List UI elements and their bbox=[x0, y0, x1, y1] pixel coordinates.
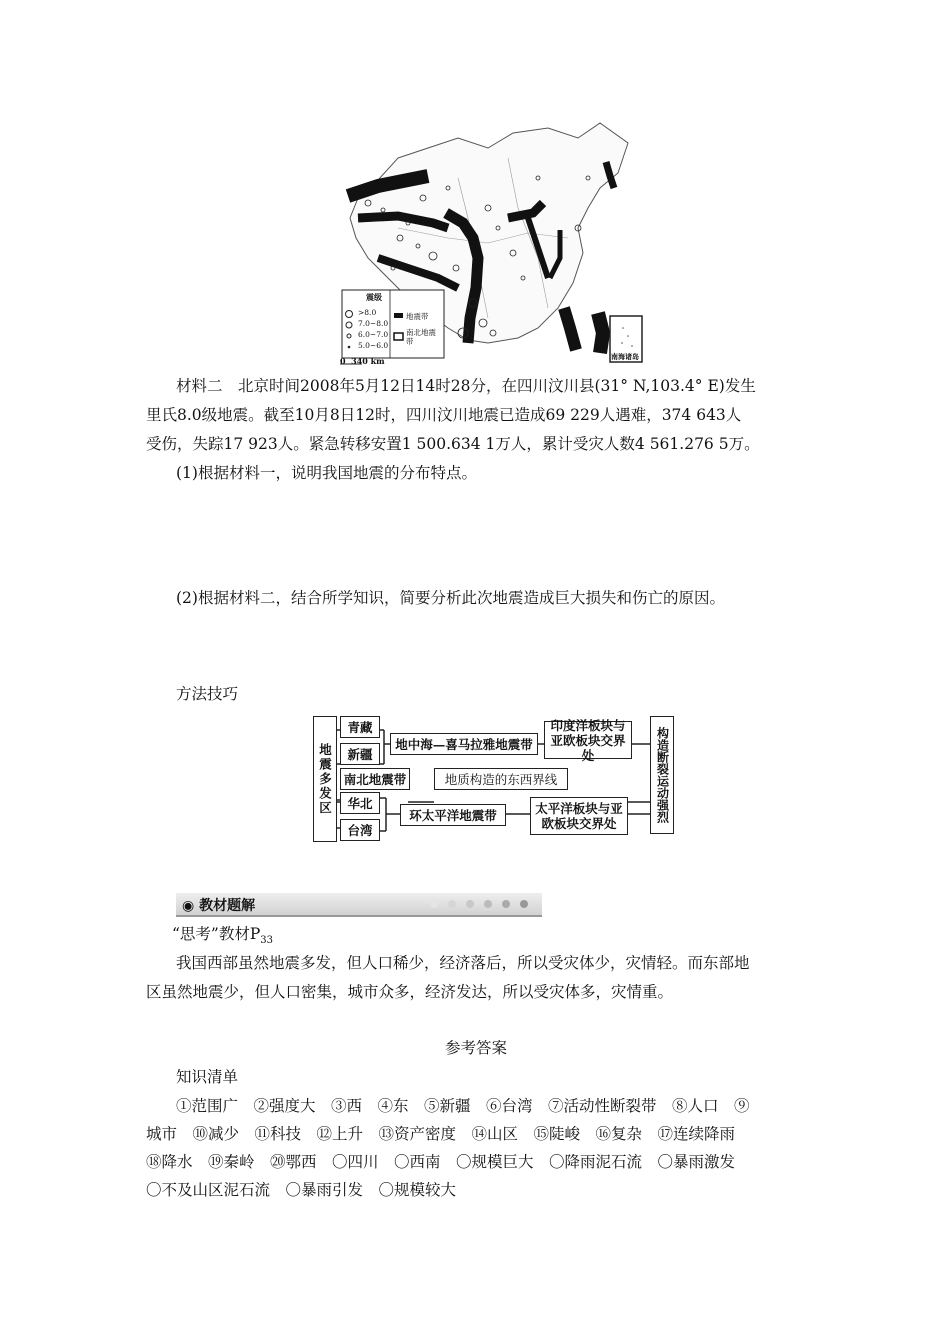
reference-answers-title: 参考答案 bbox=[444, 1039, 507, 1057]
earthquake-distribution-map bbox=[338, 118, 644, 368]
material2-line: 材料二 北京时间2008年5月12日14时28分，在四川汶川县(31° N,103.4° E)发生 bbox=[176, 377, 756, 395]
method-title: 方法技巧 bbox=[176, 685, 239, 703]
question-1: (1)根据材料一，说明我国地震的分布特点。 bbox=[176, 464, 477, 482]
decor-dot bbox=[448, 900, 456, 908]
flow-ns-belt: 南北地震带 bbox=[340, 768, 410, 790]
banner-title: ◉ 教材题解 bbox=[182, 898, 256, 914]
legend-ns-belt: 南北地震带 bbox=[406, 328, 436, 346]
material2-line: 里氏8.0级地震。截至10月8日12时，四川汶川地震已造成69 229人遇难，374 643人 bbox=[146, 406, 742, 424]
legend-magnitudes bbox=[358, 307, 388, 351]
knowledge-line: 〇不及山区泥石流 〇暴雨引发 〇规模较大 bbox=[146, 1181, 457, 1199]
flow-himalaya-belt: 地中海—喜马拉雅地震带 bbox=[390, 733, 538, 755]
textbook-answers-banner bbox=[176, 893, 542, 917]
decor-dot bbox=[520, 900, 528, 908]
flow-pacific-plate: 太平洋板块与亚欧板块交界处 bbox=[530, 797, 628, 835]
legend-item: 5.0~6.0 bbox=[358, 341, 389, 350]
decor-dot bbox=[502, 900, 510, 908]
decor-dot bbox=[466, 900, 474, 908]
flow-pacific-belt: 环太平洋地震带 bbox=[400, 804, 506, 826]
flow-earthquake-zones: 地震多发区 bbox=[313, 716, 337, 842]
knowledge-line: 城市 ⑩减少 ⑪科技 ⑫上升 ⑬资产密度 ⑭山区 ⑮陡峻 ⑯复杂 ⑰连续降雨 bbox=[146, 1125, 736, 1143]
answer-paragraph: 我国西部虽然地震多发，但人口稀少，经济落后，所以受灾体少，灾情轻。而东部地 bbox=[176, 954, 750, 972]
legend-item: 7.0~8.0 bbox=[358, 319, 389, 328]
flow-geology-line: 地质构造的东西界线 bbox=[434, 768, 568, 790]
legend-title: 震级 bbox=[366, 292, 382, 302]
think-label: “思考”教材$P_{33}$ bbox=[172, 925, 274, 947]
material2-line: 受伤，失踪17 923人。紧急转移安置1 500.634 1万人，累计受灾人数4 561.276 5万。 bbox=[146, 435, 760, 453]
decor-dot bbox=[430, 900, 438, 908]
answer-paragraph: 区虽然地震少，但人口密集，城市众多，经济发达，所以受灾体多，灾情重。 bbox=[146, 983, 674, 1001]
question-2: (2)根据材料二，结合所学知识，简要分析此次地震造成巨大损失和伤亡的原因。 bbox=[176, 589, 725, 607]
flow-huabei: 华北 bbox=[340, 792, 380, 814]
flow-taiwan: 台湾 bbox=[340, 819, 380, 841]
knowledge-title: 知识清单 bbox=[176, 1068, 239, 1086]
map-scale: 0 340 km bbox=[340, 356, 385, 366]
knowledge-line: ⑱降水 ⑲秦岭 ⑳鄂西 〇四川 〇西南 〇规模巨大 〇降雨泥石流 〇暴雨激发 bbox=[146, 1153, 736, 1171]
legend-item: 6.0~7.0 bbox=[358, 330, 389, 339]
decor-dot bbox=[484, 900, 492, 908]
legend-belt: 地震带 bbox=[406, 312, 429, 321]
legend-item: >8.0 bbox=[358, 308, 377, 317]
flow-qingzang: 青藏 bbox=[340, 716, 380, 738]
knowledge-line: ①范围广 ②强度大 ③西 ④东 ⑤新疆 ⑥台湾 ⑦活动性断裂带 ⑧人口 ⑨ bbox=[176, 1097, 750, 1115]
inset-label: 南海诸岛 bbox=[611, 352, 639, 361]
flow-indian-plate: 印度洋板块与亚欧板块交界处 bbox=[544, 721, 632, 759]
flow-fault-movement: 构造断裂运动强烈 bbox=[650, 716, 674, 834]
flow-xinjiang: 新疆 bbox=[340, 743, 380, 765]
